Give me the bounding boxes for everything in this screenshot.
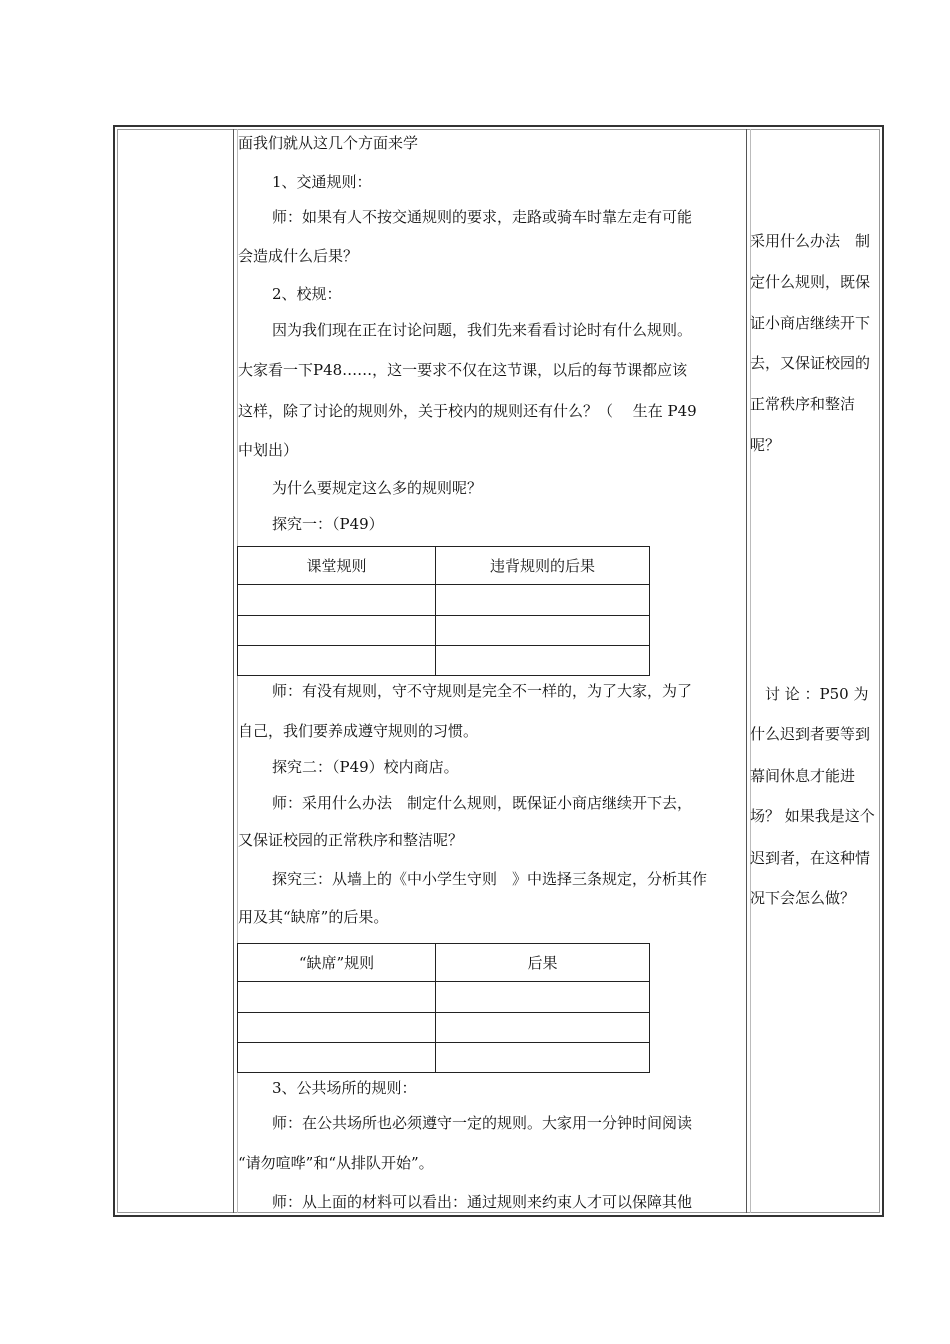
text-line: “请勿喧哗”和“从排队开始”。 [238,1154,434,1172]
side-note-line: 采用什么办法 制 [750,232,871,250]
side-note-line: 呢？ [750,436,781,454]
text-line: 师：采用什么办法 制定什么规则，既保证小商店继续开下去， [272,794,693,812]
side-discussion-line: 讨 论 ：P50 为 [750,685,869,703]
table-header-cell: 后果 [436,944,650,982]
table-row [238,1043,650,1073]
side-note-line: 去，又保证校园的 [750,354,871,372]
rules-consequence-table [237,546,650,676]
text-line: 为什么要规定这么多的规则呢？ [272,479,483,497]
table-header-cell: 违背规则的后果 [436,547,650,585]
side-discussion-line: 迟到者，在这种情 [750,849,871,867]
table-cell [436,585,650,616]
text-line: 中划出） [238,441,299,459]
text-line: 探究三：从墙上的《中小学生守则 》中选择三条规定，分析其作 [272,870,708,888]
table-cell [238,585,436,616]
text-line: 师：如果有人不按交通规则的要求，走路或骑车时靠左走有可能 [272,208,693,226]
column-divider-right [746,129,747,1213]
text-line: 面我们就从这几个方面来学 [238,134,419,152]
text-line: 师：有没有规则，守不守规则是完全不一样的，为了大家，为了 [272,682,693,700]
table-row [238,616,650,646]
text-line: 因为我们现在正在讨论问题，我们先来看看讨论时有什么规则。 [272,321,693,339]
column-divider-left [233,129,234,1213]
table-cell [436,1013,650,1043]
text-line: 大家看一下P48……，这一要求不仅在这节课，以后的每节课都应该 [238,361,688,379]
table-cell [238,1013,436,1043]
table-header-cell: “缺席”规则 [238,944,436,982]
table-cell [436,982,650,1013]
section-heading: 3、公共场所的规则： [272,1079,417,1097]
table-cell [238,616,436,646]
side-note-line: 定什么规则，既保 [750,273,871,291]
section-heading: 2、校规： [272,285,342,303]
table-row [238,646,650,676]
side-discussion-line: 场？ 如果我是这个 [750,807,875,825]
side-discussion-line: 什么迟到者要等到 [750,725,871,743]
text-line: 师：从上面的材料可以看出：通过规则来约束人才可以保障其他 [272,1193,693,1211]
text-line: 这样，除了讨论的规则外，关于校内的规则还有什么？（ 生在 P49 [238,402,697,420]
table-row [238,1013,650,1043]
table-cell [238,982,436,1013]
side-discussion-line: 况下会怎么做？ [750,889,856,907]
text-line: 会造成什么后果？ [238,247,359,265]
table-cell [436,1043,650,1073]
table-row [238,982,650,1013]
table-cell [436,616,650,646]
table-cell [238,1043,436,1073]
text-line: 自己，我们要养成遵守规则的习惯。 [238,722,479,740]
table-cell [238,646,436,676]
text-line: 又保证校园的正常秩序和整洁呢？ [238,831,464,849]
side-note-line: 正常秩序和整洁 [750,395,856,413]
text-line: 探究二：（P49）校内商店。 [272,758,459,776]
side-note-line: 证小商店继续开下 [750,314,871,332]
table-cell [436,646,650,676]
text-line: 探究一：（P49） [272,515,384,533]
table-header-cell: 课堂规则 [238,547,436,585]
side-discussion-line: 幕间休息才能进 [750,767,856,785]
text-line: 师：在公共场所也必须遵守一定的规则。大家用一分钟时间阅读 [272,1114,693,1132]
table-row [238,585,650,616]
text-line: 用及其“缺席”的后果。 [238,908,389,926]
absent-rules-table [237,943,650,1073]
section-heading: 1、交通规则： [272,173,372,191]
